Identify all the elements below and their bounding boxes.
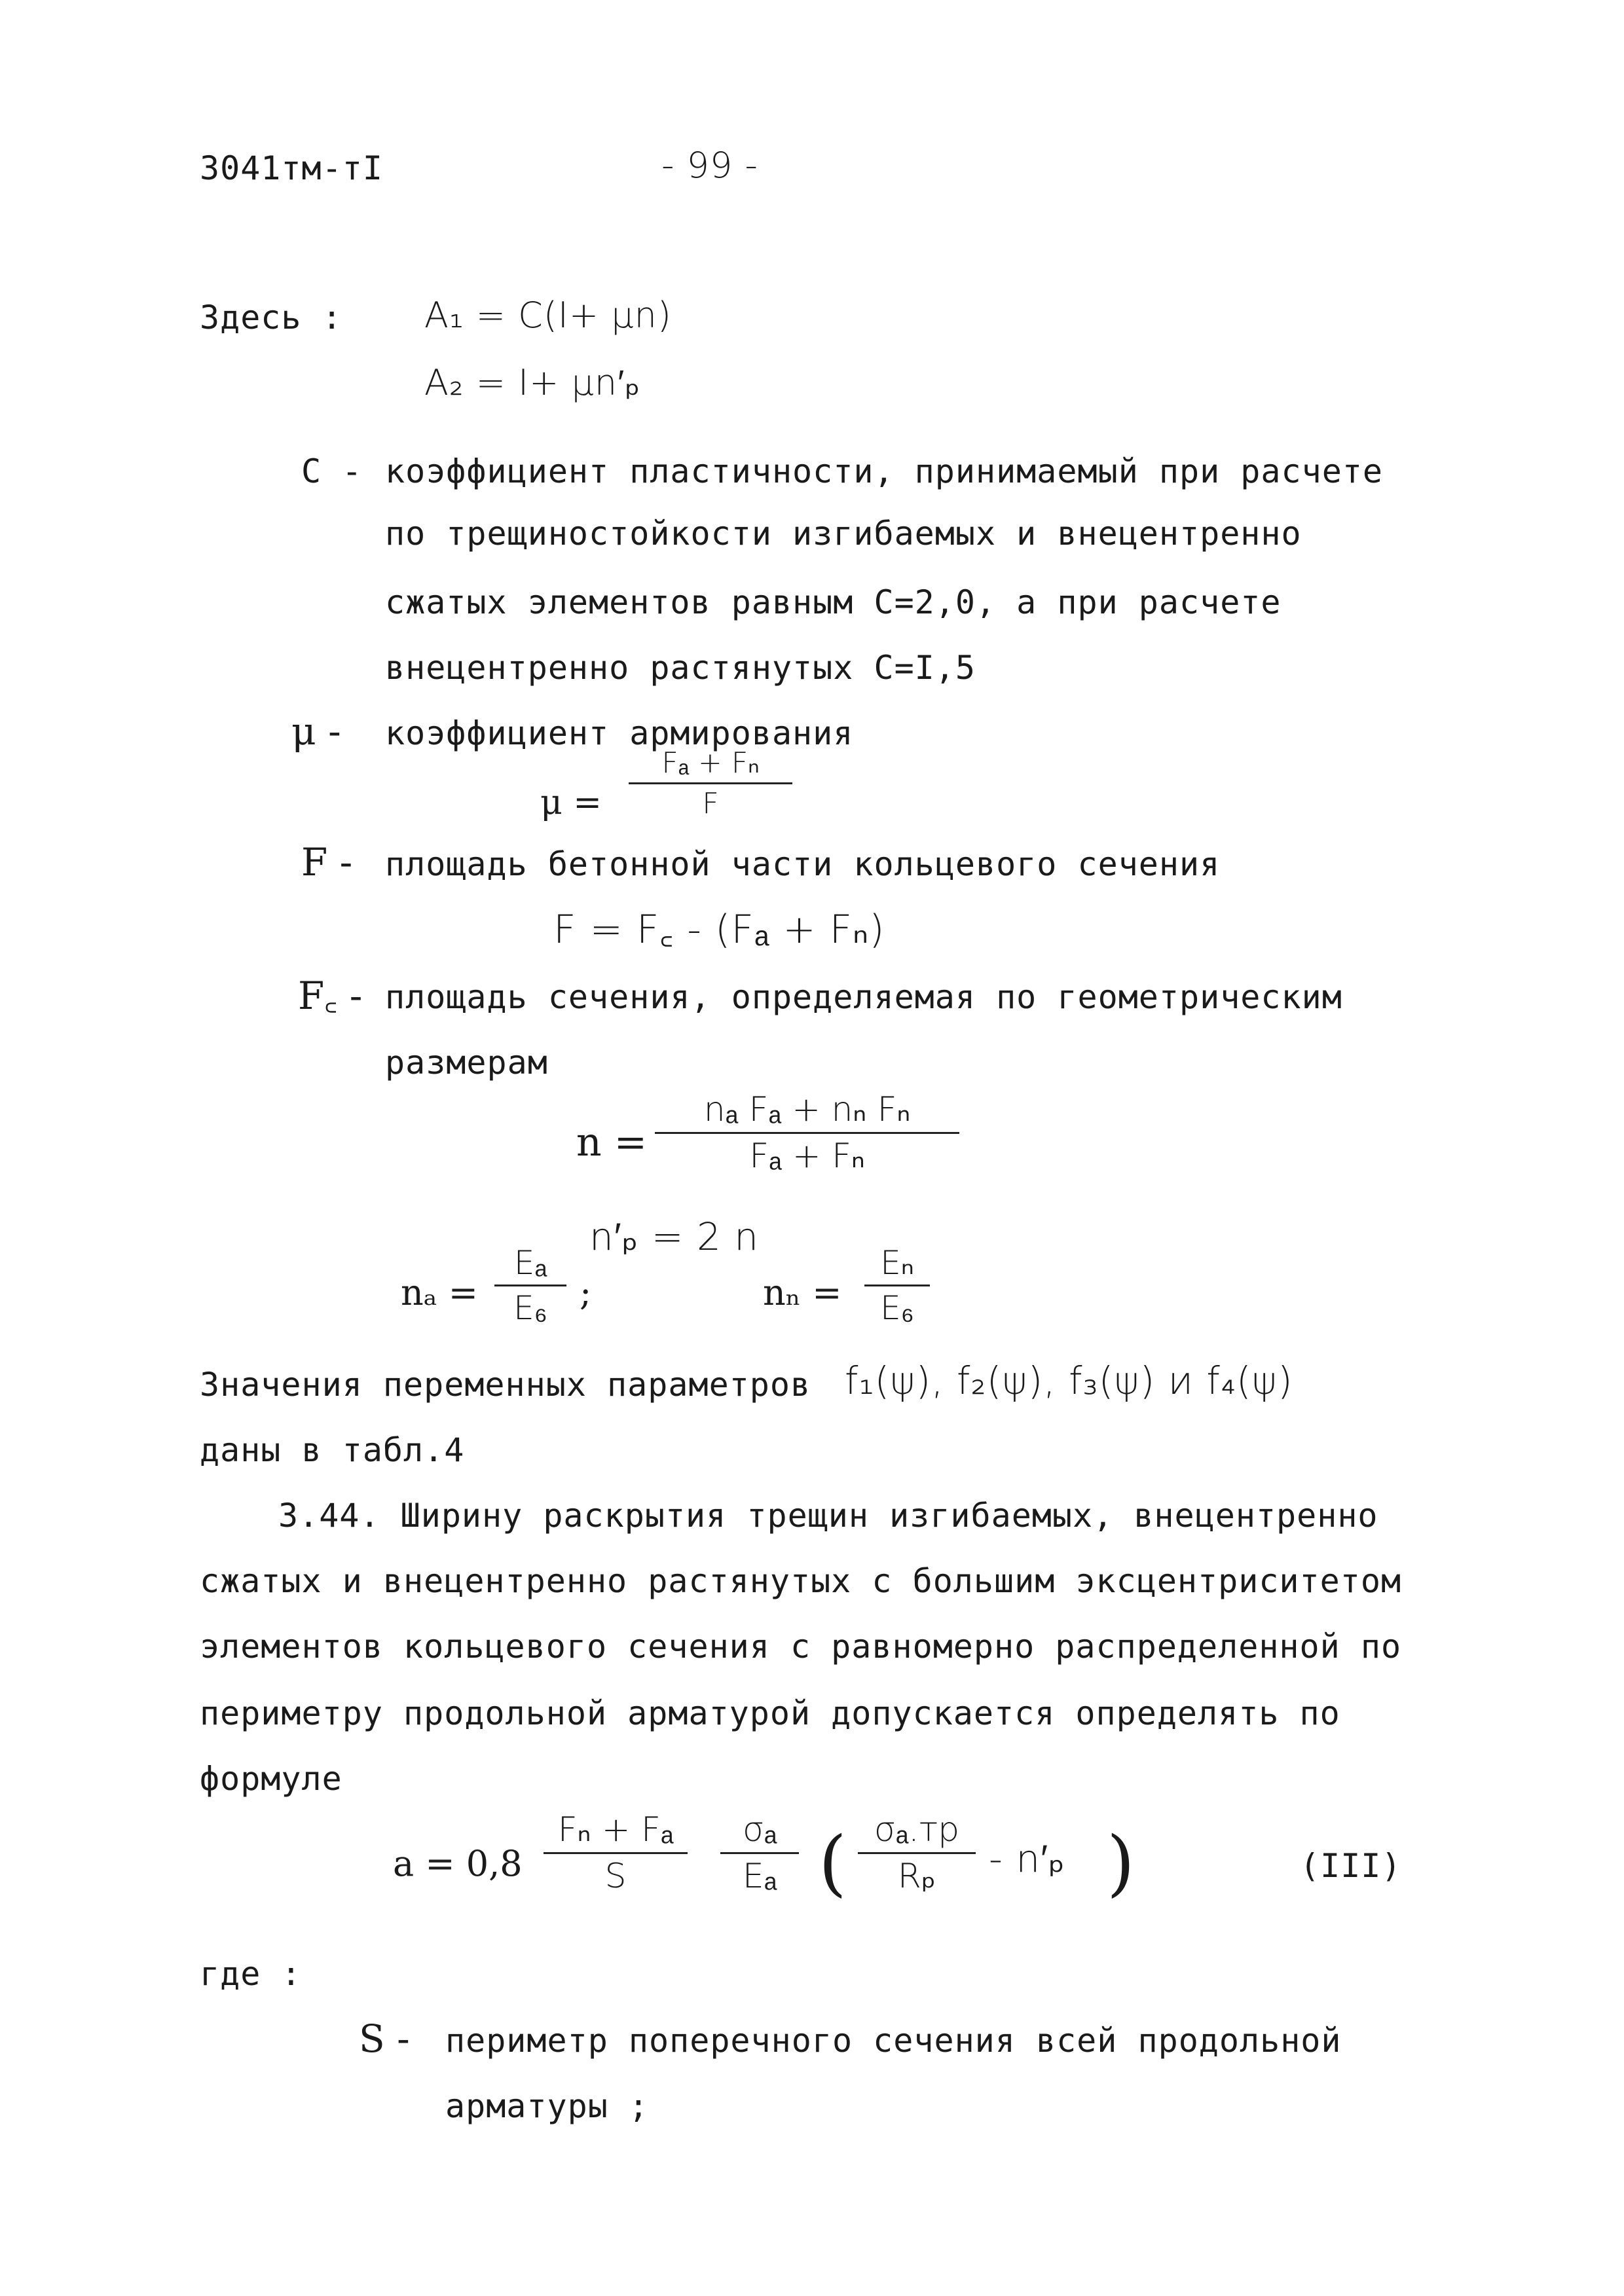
na-formula-denominator: E₆ [513, 1289, 547, 1327]
n-formula-numerator: nₐ Fₐ + nₙ Fₙ [703, 1090, 911, 1129]
formula-111-fraction-1-numerator: Fₙ + Fₐ [557, 1810, 674, 1850]
f-symbol: F - [301, 840, 353, 884]
paragraph-line-1: 3.44. Ширину раскрытия трещин изгибаемых, внецентренно [278, 1497, 1378, 1535]
n-formula-fraction [655, 1090, 959, 1176]
nh-formula-denominator: E₆ [880, 1289, 914, 1327]
f-definition: площадь бетонной части кольцевого сечения [385, 845, 1221, 883]
formula-111-lhs: a = 0,8 [393, 1843, 523, 1884]
na-formula-separator: ; [580, 1272, 592, 1313]
fraction-bar [494, 1285, 566, 1286]
definitions-intro: Здесь : [200, 299, 342, 337]
mu-formula-denominator: F [702, 787, 719, 820]
mu-symbol: μ - [291, 709, 341, 754]
n-formula-denominator: Fₐ + Fₙ [749, 1137, 865, 1176]
paragraph-line-3: элементов кольцевого сечения с равномерно распределенной по [200, 1628, 1402, 1666]
paragraph-line-4: периметру продольной арматурой допускается определять по [200, 1694, 1340, 1732]
formula-111-fraction-1 [544, 1810, 688, 1896]
mu-formula-fraction [629, 746, 792, 820]
mu-formula-lhs: μ = [540, 783, 602, 822]
f-formula: F = F꜀ - (Fₐ + Fₙ) [553, 907, 885, 953]
formula-a1: A₁ = C(I+ μn) [424, 295, 672, 336]
formula-111-fraction-2 [720, 1810, 799, 1896]
parameter-functions: f₁(ψ), f₂(ψ), f₃(ψ) и f₄(ψ) [845, 1358, 1293, 1403]
c-definition-line-2: по трещиностойкости изгибаемых и внецентренно [385, 515, 1302, 553]
formula-111-fraction-3 [858, 1810, 976, 1896]
c-definition-line-3: сжатых элементов равным C=2,0, а при расчете [385, 583, 1282, 621]
where-label: где : [200, 1955, 302, 1993]
formula-111-paren-open: ( [819, 1821, 847, 1904]
formula-111-fraction-1-denominator: S [604, 1857, 627, 1896]
na-formula-fraction [494, 1244, 566, 1327]
fraction-bar [655, 1132, 959, 1134]
fc-definition-line-1: площадь сечения, определяемая по геометрическим [385, 978, 1342, 1016]
mu-formula-numerator: Fₐ + Fₙ [661, 746, 760, 780]
c-definition-line-1: коэффициент пластичности, принимаемый при расчете [385, 452, 1384, 490]
fc-definition-line-2: размерам [385, 1044, 548, 1082]
c-definition-line-4: внецентренно растянутых C=I,5 [385, 649, 976, 687]
fraction-bar [864, 1285, 930, 1286]
formula-111-fraction-2-denominator: Eₐ [742, 1857, 777, 1896]
c-symbol: C - [301, 452, 363, 490]
document-code: 3041тм-тI [200, 149, 383, 187]
na-formula-lhs: nₐ = [401, 1272, 479, 1313]
formula-111-paren-close: ) [1107, 1821, 1135, 1904]
mu-definition: коэффициент армирования [385, 714, 854, 752]
nh-formula-lhs: nₙ = [763, 1272, 842, 1313]
fraction-bar [858, 1852, 976, 1854]
nh-formula-numerator: Eₙ [880, 1244, 914, 1282]
fraction-bar [544, 1852, 688, 1854]
fc-symbol: F꜀ - [298, 974, 363, 1018]
formula-111-number: (III) [1300, 1847, 1402, 1885]
fraction-bar [720, 1852, 799, 1854]
s-symbol: S - [359, 2016, 410, 2061]
paragraph-line-2: сжатых и внецентренно растянутых с большим эксцентриситетом [200, 1562, 1402, 1600]
np-formula: n′ₚ = 2 n [589, 1214, 760, 1259]
s-definition-line-2: арматуры ; [445, 2087, 650, 2125]
formula-111-minus-term: - n′ₚ [989, 1836, 1065, 1881]
s-definition-line-1: периметр поперечного сечения всей продольной [445, 2022, 1342, 2060]
formula-111-fraction-3-numerator: σₐ.тр [874, 1810, 960, 1850]
formula-a2: A₂ = I+ μn′ₚ [424, 362, 641, 403]
n-formula-lhs: n = [576, 1120, 647, 1165]
formula-111-fraction-2-numerator: σₐ [742, 1810, 777, 1850]
nh-formula-fraction [864, 1244, 930, 1327]
na-formula-numerator: Eₐ [513, 1244, 547, 1282]
fraction-bar [629, 782, 792, 784]
values-sentence-line-2: даны в табл.4 [200, 1431, 465, 1469]
page-number: - 99 - [661, 145, 759, 186]
paragraph-line-5: формуле [200, 1760, 342, 1798]
values-sentence-line-1: Значения переменных параметров [200, 1366, 811, 1404]
formula-111-fraction-3-denominator: Rₚ [897, 1857, 936, 1896]
